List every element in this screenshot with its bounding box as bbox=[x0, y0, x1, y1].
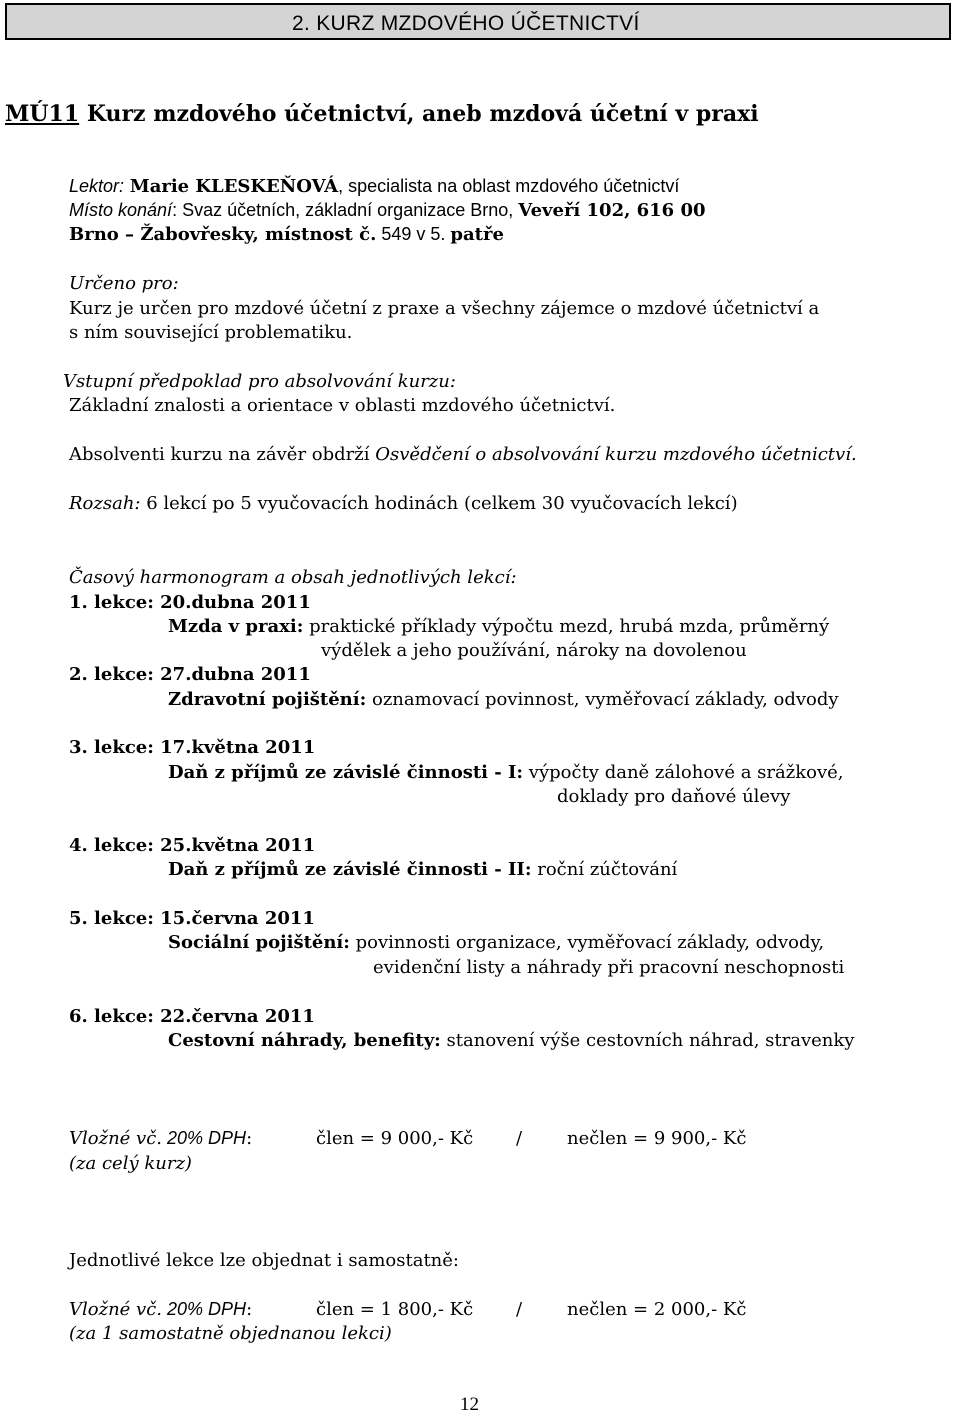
lesson-desc-cont: doklady pro daňové úlevy bbox=[557, 786, 791, 807]
course-title bbox=[5, 101, 759, 127]
lesson-desc: stanovení výše cestovních náhrad, stravenky bbox=[440, 1030, 855, 1051]
certificate-text: Absolventi kurzu na závěr obdrží bbox=[69, 444, 376, 465]
lesson-header bbox=[69, 908, 315, 929]
lesson-desc: výpočty daně zálohové a srážkové, bbox=[523, 762, 844, 783]
venue-floor: patře bbox=[450, 224, 504, 245]
lesson-number: 5. lekce: 15. bbox=[69, 908, 192, 929]
price-full-nonmember: nečlen = 9 900,- Kč bbox=[567, 1128, 747, 1149]
price-single-label bbox=[69, 1299, 252, 1320]
lesson-desc: praktické příklady výpočtu mezd, hrubá mzda, průměrný bbox=[303, 616, 830, 637]
venue-room: 549 v 5. bbox=[376, 224, 451, 244]
venue-street: Veveří 102, 616 00 bbox=[518, 200, 706, 221]
price-colon: : bbox=[246, 1299, 253, 1320]
lesson-date: května 2011 bbox=[191, 737, 316, 758]
prereq-text: Základní znalosti a orientace v oblasti mzdového účetnictví. bbox=[69, 395, 616, 416]
schedule-label: Časový harmonogram a obsah jednotlivých lekcí: bbox=[69, 567, 517, 588]
venue-line bbox=[69, 200, 706, 221]
price-full-slash: / bbox=[516, 1128, 523, 1149]
lesson-header bbox=[69, 1006, 315, 1027]
lecturer-role: , specialista na oblast mzdového účetnictví bbox=[338, 176, 680, 196]
scope-text: 6 lekcí po 5 vyučovacích hodinách (celkem 30 vyučovacích lekcí) bbox=[140, 493, 738, 514]
certificate-name: Osvědčení o absolvování kurzu mzdového účetnictví. bbox=[375, 444, 857, 465]
lesson-topic-line bbox=[168, 1030, 854, 1051]
course-name: Kurz mzdového účetnictví, aneb mzdová účetní v praxi bbox=[79, 101, 759, 127]
certificate-line bbox=[69, 444, 857, 465]
lesson-topic-line bbox=[168, 859, 677, 880]
lesson-desc-cont: evidenční listy a náhrady při pracovní neschopnosti bbox=[373, 957, 845, 978]
single-lessons-text: Jednotlivé lekce lze objednat i samostatně: bbox=[69, 1250, 459, 1271]
lesson-number: 4. lekce: 25. bbox=[69, 835, 192, 856]
lecturer-label: Lektor: bbox=[69, 176, 125, 196]
lesson-number: 3. lekce: 17. bbox=[69, 737, 192, 758]
price-single-note: (za 1 samostatně objednanou lekci) bbox=[69, 1323, 392, 1344]
lecturer-name: Marie KLESKEŇOVÁ bbox=[129, 176, 339, 197]
intended-text-2: s ním související problematiku. bbox=[69, 322, 353, 343]
price-label: Vložné vč. bbox=[69, 1128, 163, 1149]
venue-label: Místo konání bbox=[69, 200, 173, 220]
price-colon: : bbox=[246, 1128, 253, 1149]
lecturer-line bbox=[69, 176, 679, 197]
section-title: 2. KURZ MZDOVÉHO ÚČETNICTVÍ bbox=[292, 12, 640, 35]
lesson-desc: povinnosti organizace, vyměřovací základy, odvody, bbox=[349, 932, 825, 953]
lesson-date: června 2011 bbox=[191, 1006, 315, 1027]
page-number: 12 bbox=[460, 1394, 479, 1415]
price-vat: 20% DPH bbox=[162, 1128, 247, 1148]
scope-label: Rozsah: bbox=[69, 493, 141, 514]
price-full-member: člen = 9 000,- Kč bbox=[316, 1128, 474, 1149]
intended-text-1: Kurz je určen pro mzdové účetní z praxe a všechny zájemce o mzdové účetnictví a bbox=[69, 298, 820, 319]
price-single-member: člen = 1 800,- Kč bbox=[316, 1299, 474, 1320]
price-full-note: (za celý kurz) bbox=[69, 1153, 192, 1174]
lesson-desc: oznamovací povinnost, vyměřovací základy, odvody bbox=[366, 689, 839, 710]
lesson-topic: Cestovní náhrady, benefity: bbox=[168, 1030, 441, 1051]
price-full-label bbox=[69, 1128, 252, 1149]
lesson-desc-cont: výdělek a jeho používání, nároky na dovolenou bbox=[321, 640, 747, 661]
venue-text: : Svaz účetních, základní organizace Brno, bbox=[172, 200, 519, 220]
lesson-date: dubna 2011 bbox=[191, 664, 311, 685]
lesson-topic: Zdravotní pojištění: bbox=[168, 689, 367, 710]
lesson-header bbox=[69, 592, 311, 613]
lesson-header bbox=[69, 835, 315, 856]
price-single-slash: / bbox=[516, 1299, 523, 1320]
section-header bbox=[5, 3, 951, 40]
venue-line-2 bbox=[69, 224, 504, 245]
lesson-number: 2. lekce: 27. bbox=[69, 664, 192, 685]
lesson-header bbox=[69, 737, 315, 758]
venue-city: Brno – Žabovřesky, místnost č. bbox=[69, 224, 377, 245]
price-vat: 20% DPH bbox=[162, 1299, 247, 1319]
scope-line bbox=[69, 493, 738, 514]
lesson-topic: Mzda v praxi: bbox=[168, 616, 304, 637]
intended-label: Určeno pro: bbox=[69, 273, 179, 294]
lesson-topic-line bbox=[168, 689, 839, 710]
lesson-desc: roční zúčtování bbox=[531, 859, 678, 880]
course-code: MÚ11 bbox=[5, 101, 80, 127]
lesson-date: dubna 2011 bbox=[191, 592, 311, 613]
lesson-date: května 2011 bbox=[191, 835, 316, 856]
lesson-topic-line bbox=[168, 932, 824, 953]
lesson-topic-line bbox=[168, 762, 844, 783]
lesson-header bbox=[69, 664, 311, 685]
lesson-topic-line bbox=[168, 616, 829, 637]
price-single-nonmember: nečlen = 2 000,- Kč bbox=[567, 1299, 747, 1320]
lesson-number: 6. lekce: 22. bbox=[69, 1006, 192, 1027]
lesson-topic: Sociální pojištění: bbox=[168, 932, 350, 953]
lesson-topic: Daň z příjmů ze závislé činnosti - I: bbox=[168, 762, 524, 783]
price-label: Vložné vč. bbox=[69, 1299, 163, 1320]
lesson-date: června 2011 bbox=[191, 908, 315, 929]
lesson-number: 1. lekce: 20. bbox=[69, 592, 192, 613]
lesson-topic: Daň z příjmů ze závislé činnosti - II: bbox=[168, 859, 532, 880]
prereq-label: Vstupní předpoklad pro absolvování kurzu: bbox=[63, 371, 456, 392]
